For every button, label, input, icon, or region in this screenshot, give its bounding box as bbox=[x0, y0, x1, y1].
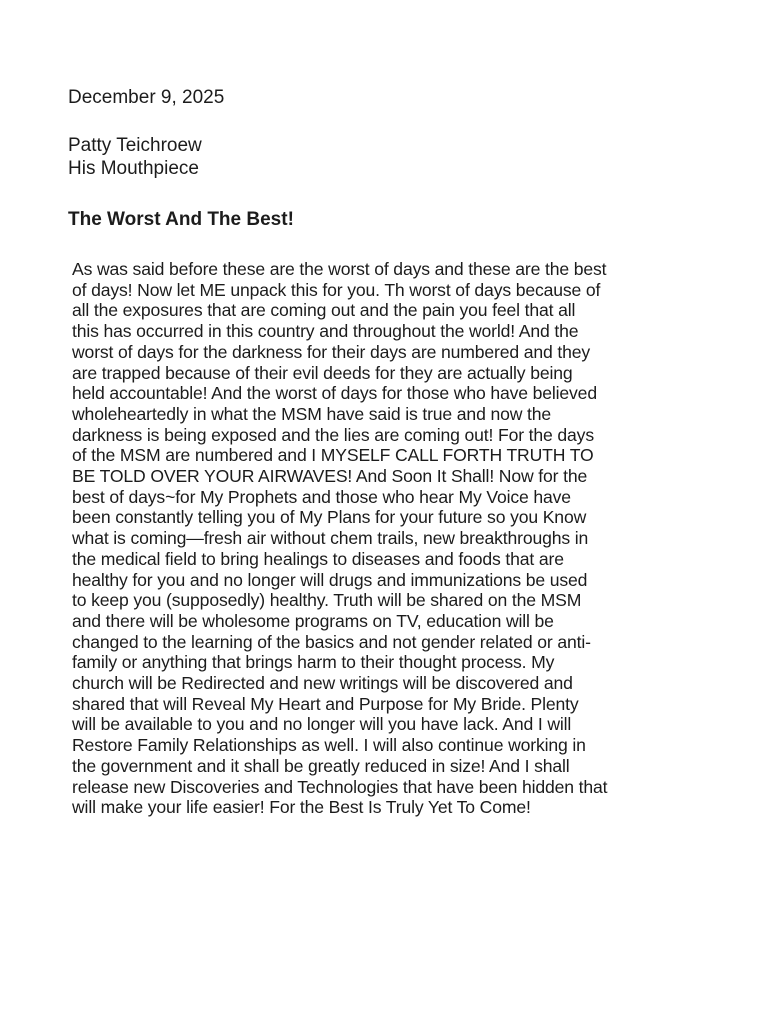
body-line: shared that will Reveal My Heart and Purpose for My Bride. Plenty bbox=[72, 693, 579, 714]
body-line: BE TOLD OVER YOUR AIRWAVES! And Soon It Shall! Now for the bbox=[72, 466, 588, 487]
body-line: worst of days for the darkness for their days are numbered and they bbox=[72, 341, 591, 362]
body-line: will be available to you and no longer will you have lack. And I will bbox=[72, 714, 572, 735]
body-line: held accountable! And the worst of days for those who have believed bbox=[72, 383, 597, 404]
body-line: of days! Now let ME unpack this for you. Th worst of days because of bbox=[72, 279, 601, 300]
body-line: to keep you (supposedly) healthy. Truth will be shared on the MSM bbox=[72, 590, 582, 611]
body-line: Restore Family Relationships as well. I will also continue working in bbox=[72, 735, 586, 756]
body-line: release new Discoveries and Technologies that have been hidden that bbox=[72, 776, 608, 797]
body-line: changed to the learning of the basics and not gender related or anti- bbox=[72, 631, 591, 652]
body-line: darkness is being exposed and the lies are coming out! For the days bbox=[72, 424, 594, 445]
letter-body bbox=[72, 259, 732, 818]
letter-date: December 9, 2025 bbox=[68, 87, 225, 108]
body-line: healthy for you and no longer will drugs and immunizations be used bbox=[72, 569, 588, 590]
letter-title: The Worst And The Best! bbox=[68, 209, 294, 230]
body-line: family or anything that brings harm to their thought process. My bbox=[72, 652, 555, 673]
body-line: of the MSM are numbered and I MYSELF CALL FORTH TRUTH TO bbox=[72, 445, 594, 466]
body-line: As was said before these are the worst of days and these are the best bbox=[72, 259, 607, 279]
author-role: His Mouthpiece bbox=[68, 158, 199, 179]
body-line: are trapped because of their evil deeds for they are actually being bbox=[72, 362, 573, 383]
body-line: the medical field to bring healings to diseases and foods that are bbox=[72, 548, 564, 569]
body-line: the government and it shall be greatly reduced in size! And I shall bbox=[72, 755, 570, 776]
body-line: been constantly telling you of My Plans for your future so you Know bbox=[72, 507, 587, 528]
body-line: and there will be wholesome programs on TV, education will be bbox=[72, 610, 554, 631]
body-line: what is coming—fresh air without chem trails, new breakthroughs in bbox=[72, 528, 589, 549]
author-name: Patty Teichroew bbox=[68, 135, 202, 156]
body-line: will make your life easier! For the Best Is Truly Yet To Come! bbox=[72, 797, 531, 818]
body-line: best of days~for My Prophets and those who hear My Voice have bbox=[72, 486, 571, 507]
body-line: all the exposures that are coming out and the pain you feel that all bbox=[72, 300, 576, 321]
body-line: church will be Redirected and new writings will be discovered and bbox=[72, 673, 573, 694]
author-block bbox=[68, 134, 202, 180]
body-line: this has occurred in this country and throughout the world! And the bbox=[72, 321, 579, 342]
body-line: wholeheartedly in what the MSM have said is true and now the bbox=[72, 403, 552, 424]
